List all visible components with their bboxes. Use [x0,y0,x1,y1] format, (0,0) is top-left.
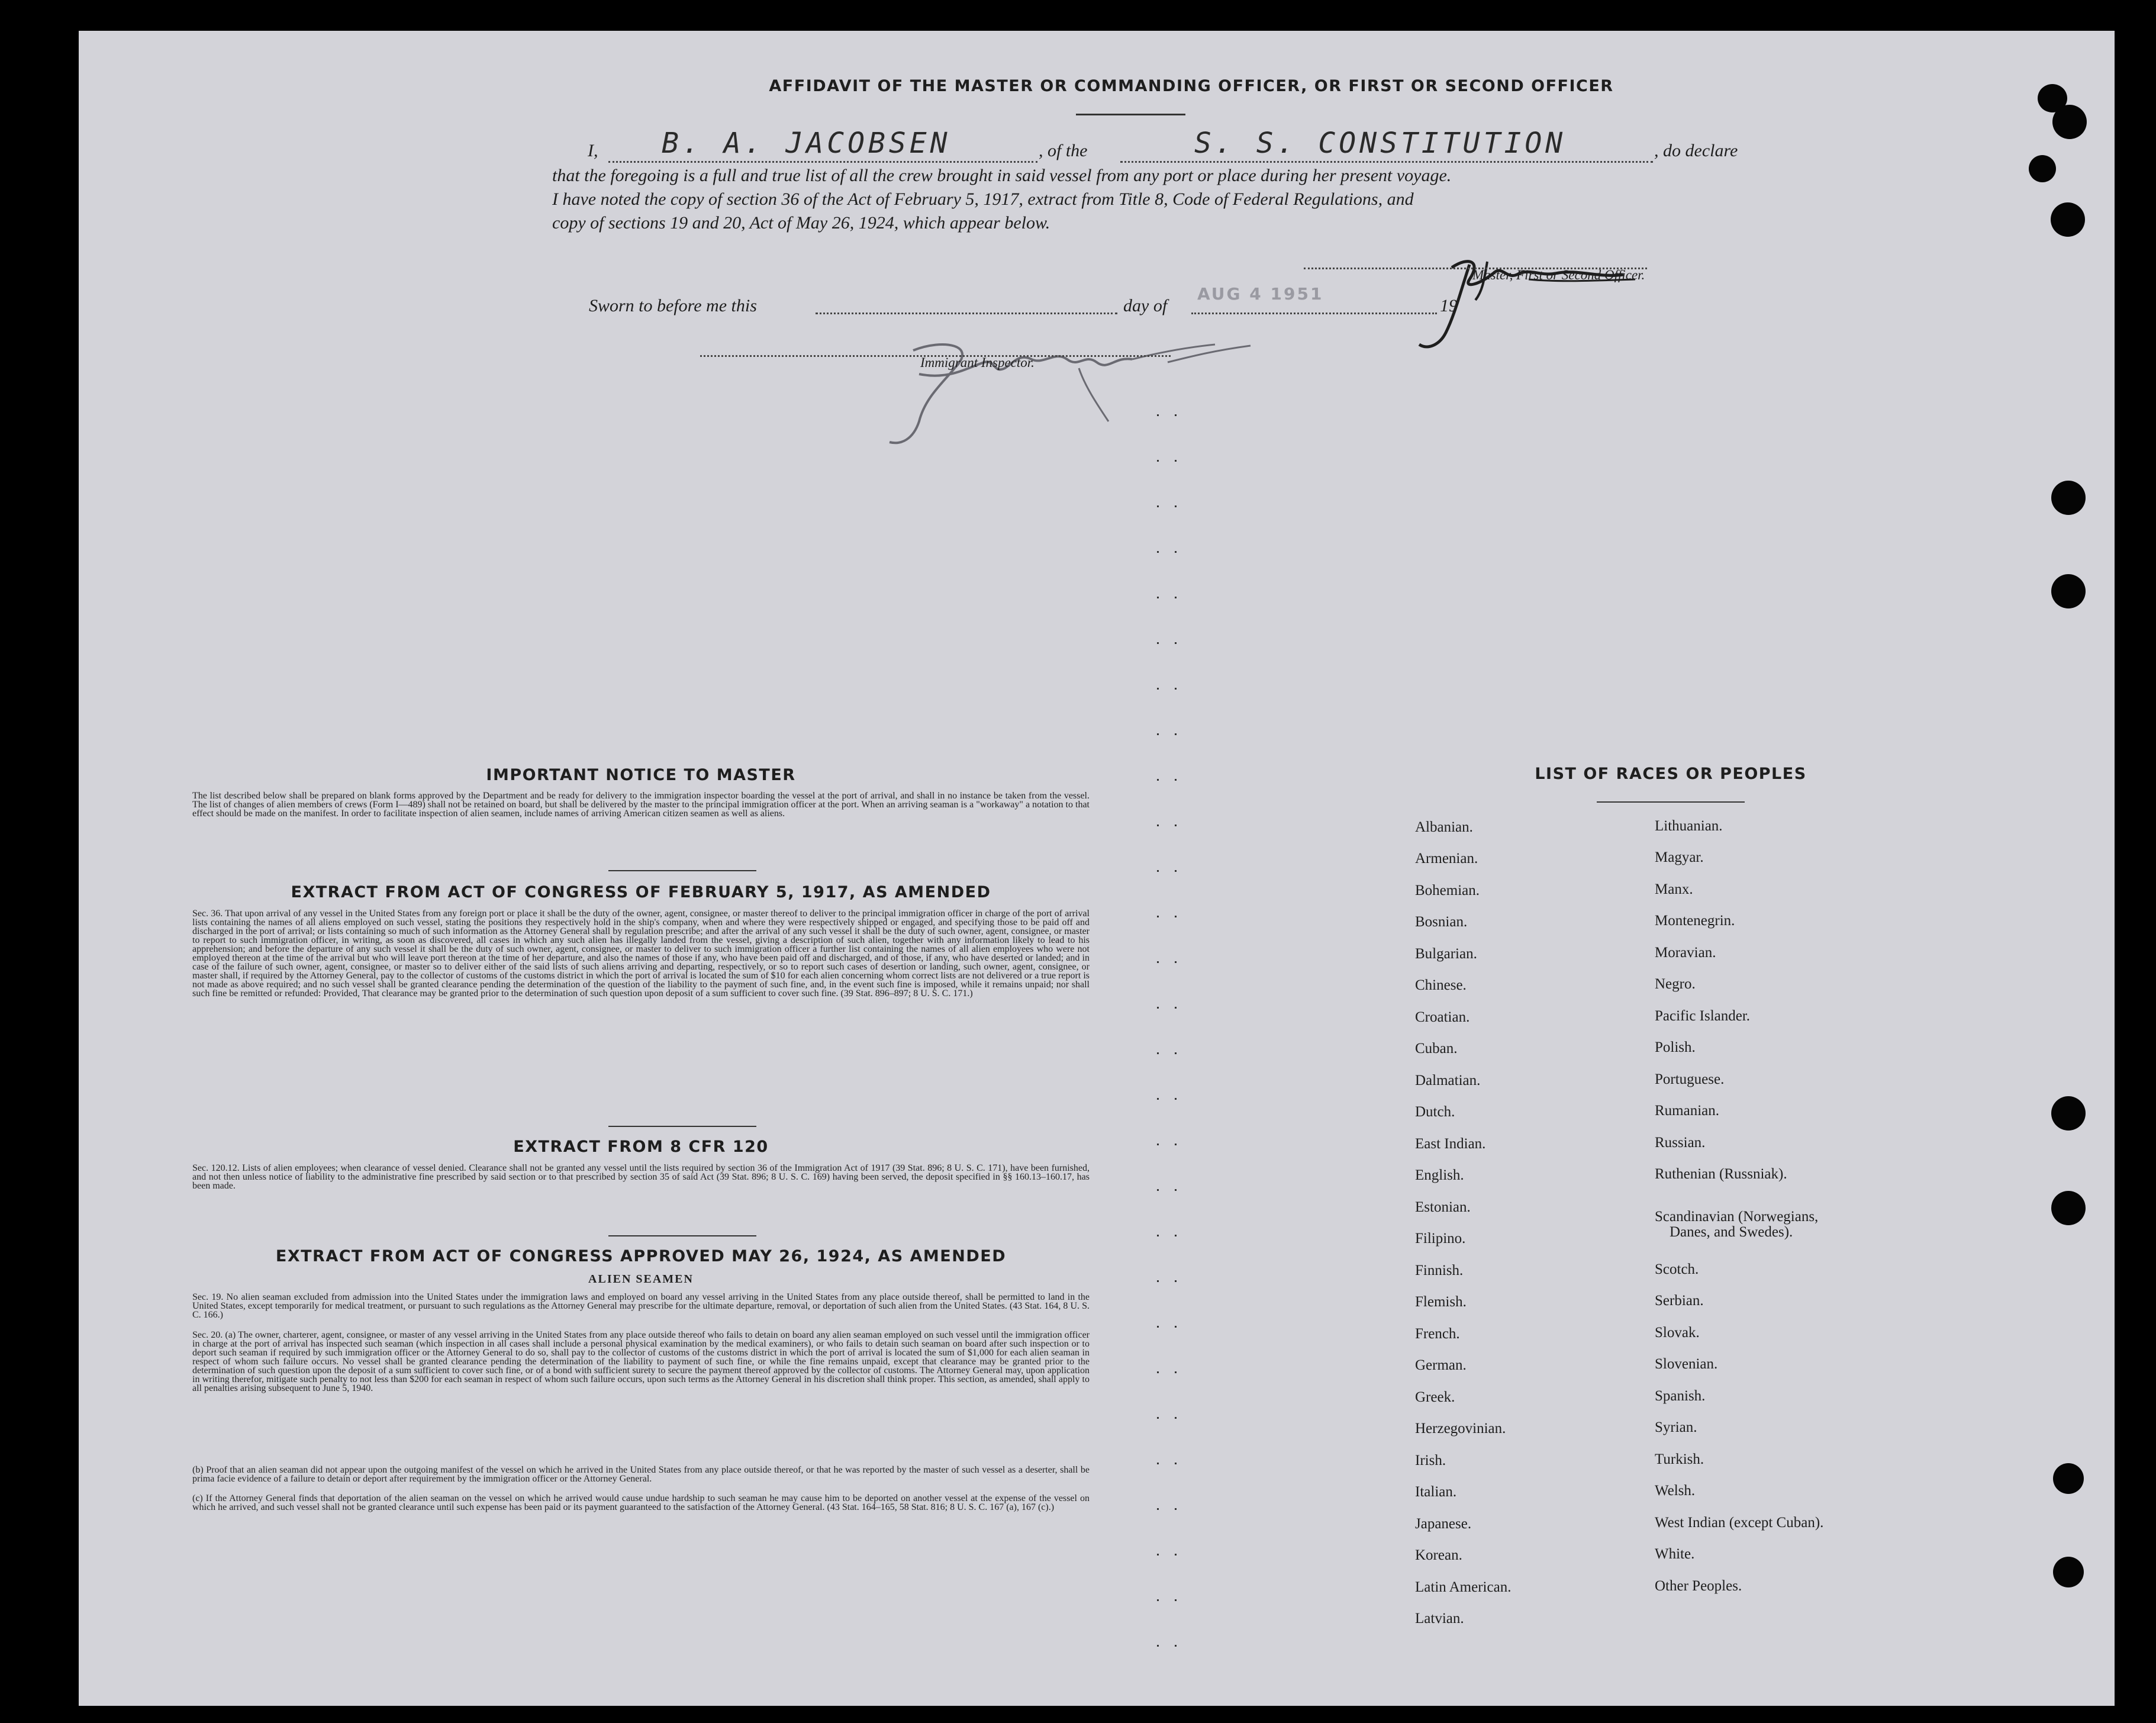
master-signature [1351,232,1665,374]
race-item: Scotch. [1655,1261,1699,1277]
race-item: Croatian. [1415,1009,1470,1025]
declaration-prefix: I, [588,141,598,160]
notice-body: The list described below shall be prepared on blank forms approved by the Department and be ready for delivery to the immigration inspector boarding the vessel at the port of arrival, and shall in no instance be taken from the vessel. The list of changes of alien members of crews (Form I—489) shall not be retained on board, but shall be delivered by the master to the principal immigration officer at the port. When an arriving seaman is a "workaway" a notation to that effect should be made on the manifest. In order to facilitate inspection of alien seamen, include names of arriving American citizen seamen as well as aliens. [192,791,1090,819]
race-item: English. [1415,1167,1464,1183]
punch-hole [2051,1096,2086,1131]
race-item: Korean. [1415,1547,1462,1563]
extract-cfr-title: EXTRACT FROM 8 CFR 120 [513,1138,769,1156]
extract-1924-sec19: Sec. 19. No alien seaman excluded from admission into the United States under the immigration laws and employed on board any vessel arriving in the United States from any place outside thereof, shall be permitted to land in the United States, except temporarily for medical treatment, or pursuant to such regulations as the Attorney General may prescribe for the ultimate departure, removal, or deportation of such alien from the United States. (43 Stat. 164, 8 U. S. C. 166.) [192,1292,1090,1320]
races-divider [1597,801,1745,803]
affidavit-title: AFFIDAVIT OF THE MASTER OR COMMANDING OFFICER, OR FIRST OR SECOND OFFICER [769,77,1614,95]
do-declare-text: , do declare [1654,141,1738,160]
declaration-line-3: I have noted the copy of section 36 of the Act of February 5, 1917, extract from Title 8, Code of Federal Regulations, and [552,189,1414,209]
race-item: Spanish. [1655,1388,1706,1404]
punch-hole [2051,202,2085,237]
race-item: Danes, and Swedes). [1670,1224,1793,1240]
race-item: Ruthenian (Russniak). [1655,1166,1787,1182]
vessel-name-line [1120,161,1653,163]
race-item: Dalmatian. [1415,1073,1481,1088]
notice-divider [608,870,756,871]
race-item: East Indian. [1415,1136,1486,1152]
race-item: Herzegovinian. [1415,1421,1506,1437]
race-item: Finnish. [1415,1263,1464,1278]
race-item: White. [1655,1546,1695,1562]
extract-1924-sec20c: (c) If the Attorney General finds that deportation of the alien seaman on the vessel on which he arrived would cause undue hardship to such seaman he may cause him to be deported on another vessel at the expense of the vessel on which he arrived, and such vessel shall not be granted clearance until such expense has been paid or its payment guaranteed to the satisfaction of the Attorney General. (43 Stat. 164–165, 58 Stat. 816; 8 U. S. C. 167 (a), 167 (c).) [192,1493,1090,1512]
title-divider [1076,114,1185,115]
punch-hole [2051,1191,2086,1225]
race-item: Serbian. [1655,1293,1704,1309]
race-item: Bohemian. [1415,883,1480,898]
inspector-signature [801,303,1322,463]
extract-cfr-body: Sec. 120.12. Lists of alien employees; when clearance of vessel denied. Clearance shall not be granted any vessel until the lists required by section 36 of the Immigration Act of 1917 (39 Stat. 896; 8 U. S. C. 171), have been furnished, and not then unless notice of liability to the administrative fine prescribed by said section or to that prescribed by section 35 of said Act (39 Stat. 896; 8 U. S. C. 169) having been served, the deposit specified in §§ 160.13–160.17, has been made. [192,1163,1090,1191]
race-item: Montenegrin. [1655,913,1735,929]
punch-hole [2029,155,2056,182]
extract-1917-divider [608,1126,756,1127]
race-item: French. [1415,1326,1460,1342]
master-label: Master, First or Second Officer. [1472,268,1645,282]
punch-hole [2052,105,2087,139]
race-item: Slovak. [1655,1325,1700,1341]
officer-name-line [608,161,1037,163]
extract-cfr-divider [608,1235,756,1236]
race-item: Dutch. [1415,1104,1455,1120]
year-prefix: 19 [1440,296,1458,315]
race-item: Italian. [1415,1484,1457,1500]
declaration-line-2: that the foregoing is a full and true list of all the crew brought in said vessel from any port or place during her present voyage. [552,166,1452,185]
race-item: Bulgarian. [1415,946,1477,962]
extract-1924-subtitle: ALIEN SEAMEN [588,1273,694,1286]
notice-title: IMPORTANT NOTICE TO MASTER [486,766,796,784]
race-item: Turkish. [1655,1451,1704,1467]
race-item: West Indian (except Cuban). [1655,1515,1824,1531]
races-title: LIST OF RACES OR PEOPLES [1535,765,1807,783]
extract-1924-sec20b: (b) Proof that an alien seaman did not appear upon the outgoing manifest of the vessel on which he arrived in the United States from any place outside thereof, or that he was reported by the master of such vessel as a deserter, shall be prima facie evidence of a failure to detain or deport after requirement by the immigration officer or the Attorney General. [192,1465,1090,1484]
extract-1917-title: EXTRACT FROM ACT OF CONGRESS OF FEBRUARY 5, 1917, AS AMENDED [291,883,991,901]
race-item: Filipino. [1415,1231,1466,1247]
sworn-prefix: Sworn to before me this [589,296,757,315]
vessel-name: S. S. CONSTITUTION [1194,127,1567,160]
of-the-text: , of the [1039,141,1088,160]
race-item: Cuban. [1415,1041,1458,1057]
declaration-line-4: copy of sections 19 and 20, Act of May 26, 1924, which appear below. [552,213,1050,233]
punch-hole [2051,574,2086,608]
race-item: Welsh. [1655,1483,1696,1499]
punch-hole [2051,481,2086,515]
race-item: Pacific Islander. [1655,1008,1751,1024]
race-item: Lithuanian. [1655,818,1723,834]
race-item: Syrian. [1655,1419,1697,1435]
race-item: Manx. [1655,881,1693,897]
race-item: Latvian. [1415,1611,1464,1627]
punch-hole [2053,1557,2084,1587]
race-item: Bosnian. [1415,914,1468,930]
race-item: Magyar. [1655,849,1704,865]
race-item: Portuguese. [1655,1071,1725,1087]
extract-1917-body: Sec. 36. That upon arrival of any vessel in the United States from any foreign port or place it shall be the duty of the owner, agent, consignee, or master thereof to deliver to the principal immigration officer in charge of the port of arrival lists containing the names of all aliens employed on such vessel, stating the positions they respectively hold in the ship's company, when and where they were respectively shipped or engaged, and specifying those to be paid off and discharged in the port of arrival; or lists containing so much of such information as the Attorney General shall by regulation prescribe; and after the arrival of any such vessel it shall be the duty of such owner, agent, consignee, or master to report to such immigration officer, in writing, as soon as discovered, all cases in which any such alien has illegally landed from the vessel, giving a description of such alien, together with any information likely to lead to his apprehension; and before the departure of any such vessel it shall be the duty of such owner, agent, consignee, or master to deliver to such immigration officer a further list containing the names of all alien employees who were not employed thereon at the time of the arrival but who will leave port thereon at the time of her departure, and also the names of those if any, who have been paid off and discharged, and of those, if any, who have deserted or landed; and in case of the failure of such owner, agent, consignee, or master so to deliver either of the said lists of such aliens arriving and departing, respectively, or so to report such cases of desertion or landing, such owner, agent, consignee, or master shall, if required by the Attorney General, pay to the collector of customs of the customs district in which the port of arrival is located the sum of $10 for each alien concerning whom correct lists are not delivered or a true report is not made as above required; and no such vessel shall be granted clearance pending the determination of the question of the liability to the payment of such fine, and, in the event such fine is imposed, while it remains unpaid; nor shall such fine be remitted or refunded: Provided, That clearance may be granted prior to the determination of such question upon deposit of a sum sufficient to cover such fine. (39 Stat. 896–897; 8 U. S. C. 171.) [192,909,1090,999]
race-item: Estonian. [1415,1199,1471,1215]
officer-name: B. A. JACOBSEN [662,127,951,160]
race-item: Irish. [1415,1453,1446,1468]
day-of-text: day of [1123,296,1168,315]
race-item: Armenian. [1415,851,1478,867]
document-page [79,31,2115,1706]
race-item: Latin American. [1415,1579,1512,1595]
extract-1924-title: EXTRACT FROM ACT OF CONGRESS APPROVED MAY 26, 1924, AS AMENDED [275,1247,1007,1265]
race-item: Scandinavian (Norwegians, [1655,1209,1819,1225]
race-item: Slovenian. [1655,1356,1718,1372]
race-item: Albanian. [1415,819,1473,835]
race-item: Chinese. [1415,977,1467,993]
inspector-label: Immigrant Inspector. [920,355,1035,370]
date-stamp: AUG 4 1951 [1197,284,1324,304]
race-item: Rumanian. [1655,1103,1720,1119]
race-item: Greek. [1415,1389,1455,1405]
race-item: Russian. [1655,1135,1706,1151]
extract-1924-sec20a: Sec. 20. (a) The owner, charterer, agent, consignee, or master of any vessel arriving in the United States from any place outside thereof who fails to detain on board any alien seaman employed on such vessel until the immigration officer in charge at the port of arrival has inspected such seaman (which inspection in all cases shall include a personal physical examination by the medical examiners), or who fails to detain such seaman on board after such inspection or to deport such seaman if required by such immigration officer or the Attorney General to do so, shall pay to the collector of customs of the customs district in which the port of arrival is located the sum of $1,000 for each alien seaman in respect of whom such failure occurs. No vessel shall be granted clearance pending the determination of the liability to payment of such fine, or while the fine remains unpaid, except that clearance may be granted prior to the determination of such question upon the deposit of a sum sufficient to cover such fine, or of a bond with sufficient surety to secure the payment thereof approved by the collector of customs. The Attorney General may, upon application in writing therefor, mitigate such penalty to not less than $200 for each seaman in respect of whom such failure occurs, upon such terms as the Attorney General in his discretion shall think proper. This section, as amended, shall apply to all penalties arising subsequent to June 5, 1940. [192,1330,1090,1393]
race-item: Other Peoples. [1655,1578,1742,1594]
race-item: German. [1415,1357,1467,1373]
race-item: Negro. [1655,976,1696,992]
race-item: Japanese. [1415,1516,1472,1532]
punch-hole [2053,1463,2084,1494]
race-item: Polish. [1655,1039,1696,1055]
race-item: Flemish. [1415,1294,1467,1310]
race-item: Moravian. [1655,945,1716,961]
